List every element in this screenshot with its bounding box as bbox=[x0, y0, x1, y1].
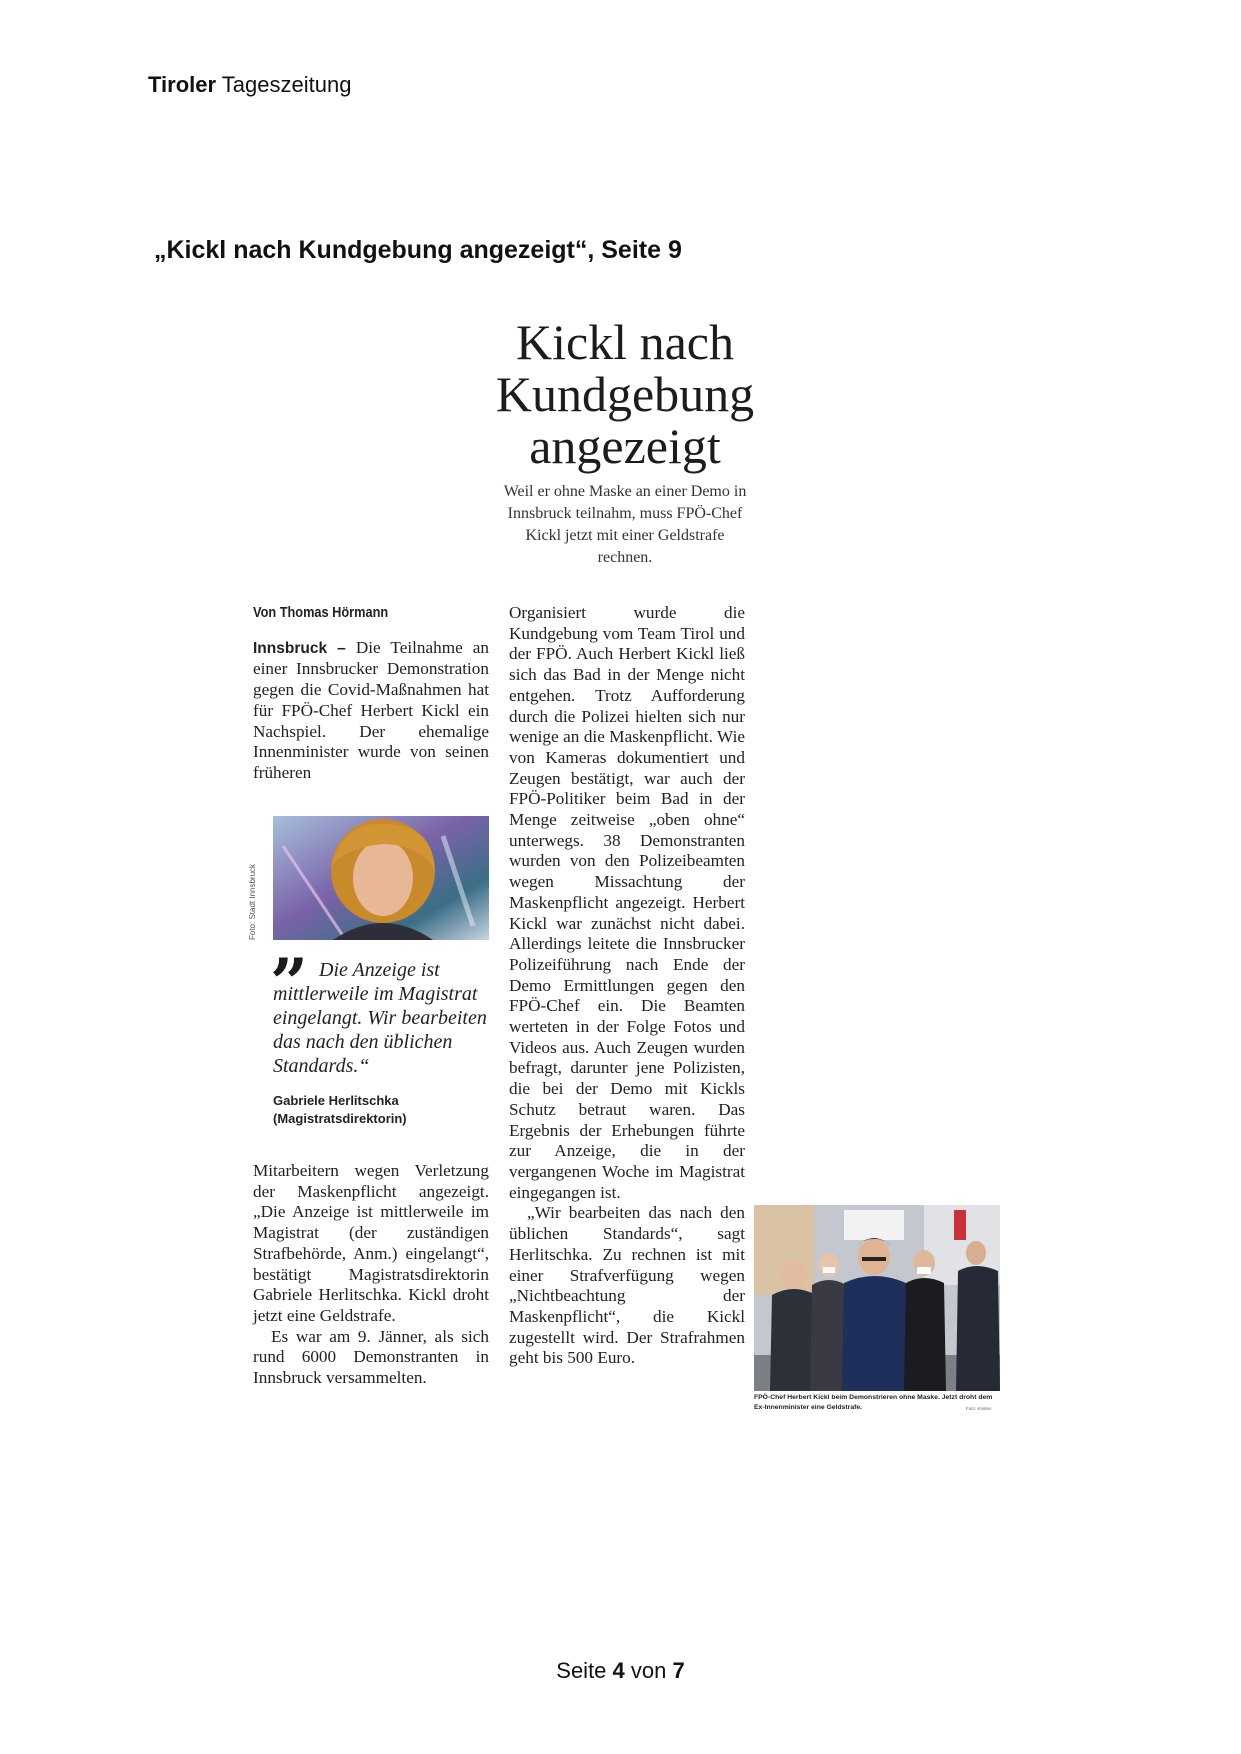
portrait-image bbox=[273, 816, 489, 940]
quote-mark-icon: ” bbox=[270, 944, 308, 1022]
article-column-1-top bbox=[253, 603, 489, 784]
lead-paragraph bbox=[253, 638, 489, 784]
portrait-credit: Foto: Stadt Innsbruck bbox=[248, 863, 257, 940]
portrait-photo bbox=[273, 816, 489, 940]
paragraph: Es war am 9. Jänner, als sich rund 6000 Demonstranten in Innsbruck versammelten. bbox=[253, 1326, 489, 1388]
article-column-2 bbox=[509, 603, 745, 1369]
article-headline: Kickl nach Kundgebung angezeigt bbox=[495, 314, 755, 474]
paragraph: „Wir bearbeiten das nach den üblichen Standards“, sagt Herlitschka. Zu rechnen ist mit einer Strafverfügung wegen „Nichtbeachtung der Maskenpflicht“, die Kickl zugestellt wird. Der Strafrahmen geht bis 500 Euro. bbox=[509, 1203, 745, 1368]
page-number bbox=[0, 1658, 1241, 1684]
quote-attribution bbox=[273, 1092, 407, 1128]
lead-text: Die Teilnahme an einer Innsbrucker Demonstration gegen die Covid-Maßnahmen hat für FPÖ-Chef Herbert Kickl ein Nachspiel. Der ehemalige Innenminister wurde von seinen früheren bbox=[253, 637, 489, 782]
newspaper-name bbox=[148, 72, 351, 98]
page-pre: Seite bbox=[556, 1658, 613, 1683]
quote-role: (Magistratsdirektorin) bbox=[273, 1111, 407, 1126]
paragraph: Mitarbeitern wegen Verletzung der Maskenpflicht angezeigt. „Die Anzeige ist mittlerweile im Magistrat (der zuständigen Strafbehörde, Anm.) eingelangt“, bestätigt Magistratsdirektorin Gabriele Herlitschka. Kickl droht jetzt eine Geldstrafe. bbox=[253, 1161, 489, 1325]
paragraph: Organisiert wurde die Kundgebung vom Team Tirol und der FPÖ. Auch Herbert Kickl ließ sich das Bad in der Menge nicht entgehen. Trotz Aufforderung durch die Polizei hielten sich nur wenige an die Maskenpflicht. Wie von Kameras dokumentiert und Zeugen bestätigt, war auch der FPÖ-Politiker beim Bad in der Menge zeitweise „oben ohne“ unterwegs. 38 Demonstranten wurden von den Polizeibeamten wegen Missachtung der Maskenpflicht angezeigt. Herbert Kickl war zunächst nicht dabei. Allerdings leitete die Innsbrucker Polizeiführung nach Ende der Demo Ermittlungen gegen den FPÖ-Chef ein. Die Beamten werteten in der Folge Fotos und Videos aus. Auch Zeugen wurden befragt, darunter jene Polizisten, die bei der Demo mit Kickls Schutz betraut waren. Das Ergebnis der Erhebungen führte zur Anzeige, die in der vergangenen Woche im Magistrat eingegangen ist. bbox=[509, 603, 745, 1202]
clip-title: „Kickl nach Kundgebung angezeigt“, Seite 9 bbox=[154, 236, 682, 264]
byline: Von Thomas Hörmann bbox=[253, 605, 389, 621]
demo-photo bbox=[754, 1205, 1000, 1391]
newspaper-name-rest: Tageszeitung bbox=[216, 72, 352, 97]
page-mid: von bbox=[624, 1658, 673, 1683]
article-subline: Weil er ohne Maske an einer Demo in Innsbruck teilnahm, muss FPÖ-Chef Kickl jetzt mit einer Geldstrafe rechnen. bbox=[503, 483, 747, 566]
page-current: 4 bbox=[612, 1658, 625, 1683]
dateline: Innsbruck – bbox=[253, 639, 346, 657]
page-total: 7 bbox=[672, 1658, 685, 1683]
photo-credit: Foto: Kristen bbox=[966, 1406, 992, 1411]
demo-image bbox=[754, 1205, 1000, 1391]
photo-caption: FPÖ-Chef Herbert Kickl beim Demonstrieren ohne Maske. Jetzt droht dem Ex-Innenminister eine Geldstrafe. bbox=[754, 1394, 993, 1411]
article-column-1-bottom bbox=[253, 1161, 489, 1389]
quote-name: Gabriele Herlitschka bbox=[273, 1093, 399, 1108]
newspaper-name-bold: Tiroler bbox=[148, 72, 217, 97]
pull-quote: Die Anzeige ist mittlerweile im Magistrat eingelangt. Wir bearbeiten das nach den üblichen Standards.“ bbox=[273, 959, 487, 1077]
